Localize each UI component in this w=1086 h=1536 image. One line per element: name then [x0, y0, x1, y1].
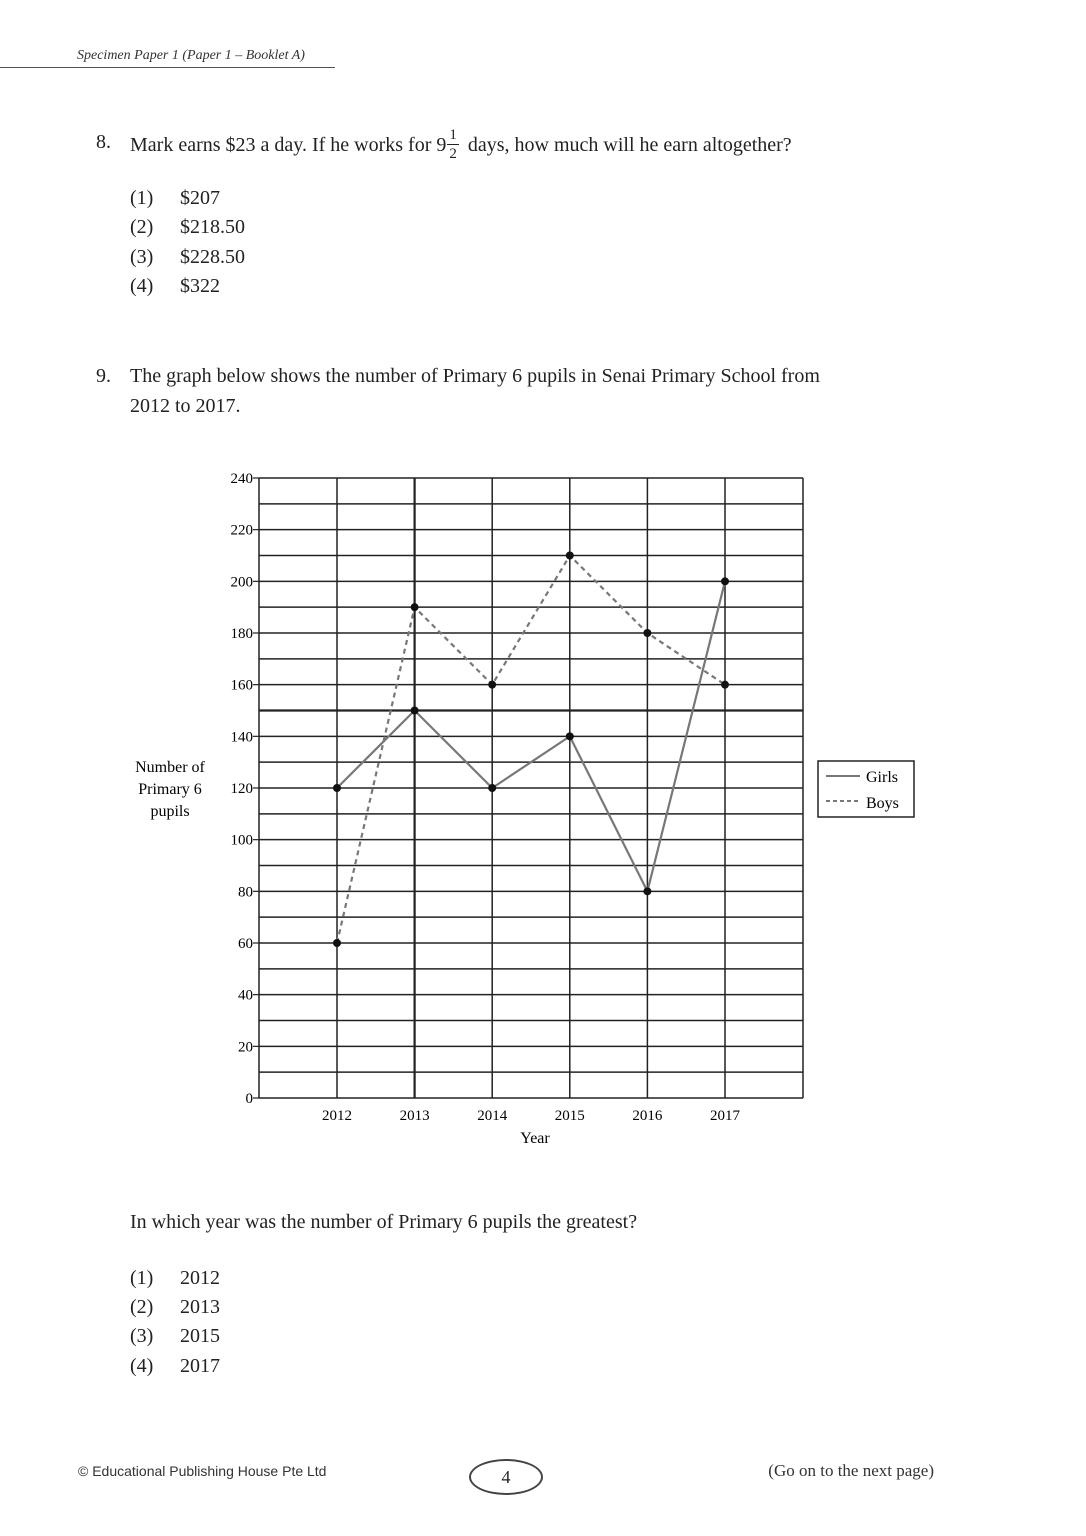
legend-boys-label: Boys [866, 795, 899, 812]
y-axis-ticks [231, 471, 260, 1107]
option-number: (1) [130, 187, 154, 209]
y-axis-label-line-3: pupils [150, 803, 190, 820]
option-text: $322 [180, 275, 220, 297]
option-number: (3) [130, 1325, 154, 1347]
running-header: Specimen Paper 1 (Paper 1 – Booklet A) [77, 48, 305, 63]
data-point-boys [411, 603, 419, 611]
data-point-girls [643, 887, 651, 895]
option-number: (3) [130, 246, 154, 268]
data-point-girls [488, 784, 496, 792]
x-tick-label: 2012 [322, 1108, 352, 1124]
y-tick-label: 20 [238, 1039, 253, 1056]
x-tick-label: 2014 [477, 1108, 508, 1124]
series-line-boys [337, 556, 725, 944]
option-number: (1) [130, 1267, 154, 1289]
x-tick-label: 2016 [632, 1108, 663, 1124]
option-text: $207 [180, 187, 220, 209]
data-point-girls [333, 784, 341, 792]
y-tick-label: 200 [230, 574, 253, 591]
data-point-boys [488, 681, 496, 689]
question-9-line-2: 2012 to 2017. [130, 395, 241, 417]
option-number: (2) [130, 216, 154, 238]
option-number: (2) [130, 1296, 154, 1318]
data-point-girls [566, 732, 574, 740]
y-axis-label-line-1: Number of [135, 759, 205, 776]
data-point-boys [721, 681, 729, 689]
q9-option-2[interactable] [130, 1296, 220, 1319]
x-axis-label: Year [520, 1130, 550, 1147]
question-9-line-1: The graph below shows the number of Primary 6 pupils in Senai Primary School from [130, 365, 820, 387]
chart-legend [818, 761, 914, 817]
data-point-girls [411, 707, 419, 715]
y-tick-label: 80 [238, 884, 253, 901]
x-tick-label: 2013 [399, 1108, 430, 1124]
option-number: (4) [130, 275, 154, 297]
option-text: $228.50 [180, 246, 245, 268]
y-tick-label: 0 [245, 1091, 253, 1107]
x-tick-label: 2015 [554, 1108, 585, 1124]
option-number: (4) [130, 1355, 154, 1377]
x-tick-label: 2017 [710, 1108, 740, 1124]
question-9-prompt: In which year was the number of Primary 6 pupils the greatest? [130, 1211, 638, 1233]
y-tick-label: 40 [238, 987, 253, 1004]
question-8-number: 8. [96, 131, 111, 153]
question-8-text-after: days, how much will he earn altogether? [467, 134, 792, 157]
q9-option-4[interactable] [130, 1355, 220, 1378]
data-point-boys [643, 629, 651, 637]
x-axis-ticks [322, 1108, 741, 1124]
option-text: 2012 [180, 1267, 220, 1289]
fraction-denominator: 2 [449, 146, 457, 162]
option-text: 2017 [180, 1355, 220, 1377]
chart-series [333, 552, 729, 948]
q9-option-3[interactable] [130, 1325, 220, 1348]
y-tick-label: 120 [230, 781, 253, 797]
y-tick-label: 240 [230, 471, 253, 487]
option-text: 2015 [180, 1325, 220, 1347]
data-point-girls [721, 577, 729, 585]
q9-option-1[interactable] [130, 1267, 220, 1290]
y-tick-label: 180 [230, 626, 253, 642]
option-text: $218.50 [180, 216, 245, 238]
legend-girls-label: Girls [866, 769, 898, 786]
y-tick-label: 220 [230, 522, 253, 539]
y-axis-label-line-2: Primary 6 [138, 781, 202, 798]
next-page-note: (Go on to the next page) [768, 1461, 934, 1480]
data-point-boys [333, 939, 341, 947]
page-number: 4 [469, 1459, 543, 1495]
data-point-boys [566, 552, 574, 560]
y-tick-label: 160 [230, 677, 253, 694]
y-tick-label: 60 [238, 936, 253, 952]
question-8-text-before: Mark earns $23 a day. If he works for 9 [130, 134, 447, 157]
y-tick-label: 100 [230, 832, 253, 849]
y-tick-label: 140 [230, 729, 253, 746]
option-text: 2013 [180, 1296, 220, 1318]
fraction-numerator: 1 [449, 127, 457, 143]
question-9-number: 9. [96, 365, 111, 387]
copyright-notice: © Educational Publishing House Pte Ltd [78, 1463, 327, 1479]
